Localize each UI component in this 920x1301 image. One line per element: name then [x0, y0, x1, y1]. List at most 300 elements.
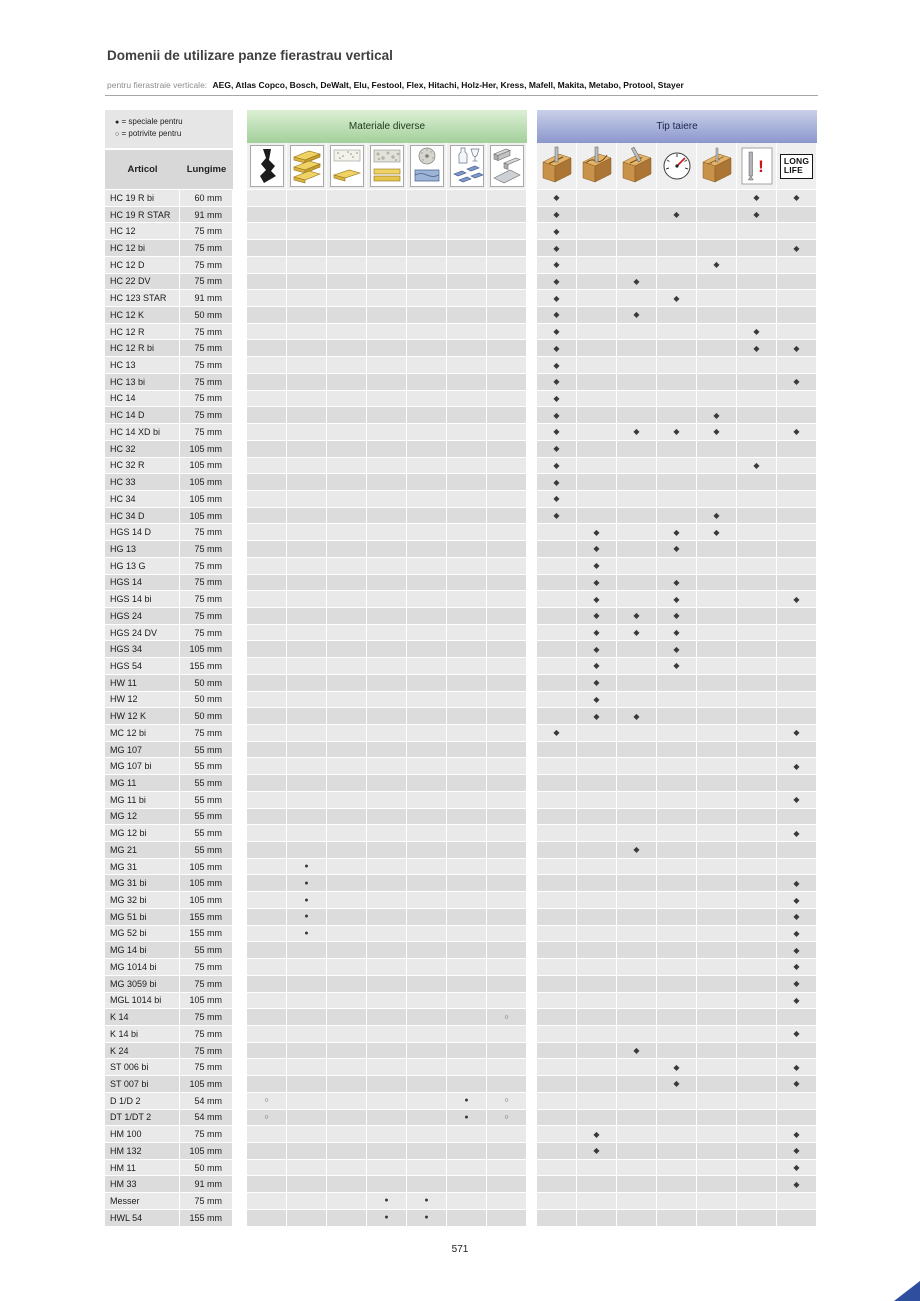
length-cell: 91 mm — [180, 1176, 233, 1193]
block-gap — [233, 942, 247, 959]
marker-cell: ● — [287, 875, 327, 892]
empty-cell — [447, 190, 487, 207]
empty-cell — [737, 608, 777, 625]
empty-cell — [287, 1093, 327, 1110]
length-cell: 75 mm — [180, 1026, 233, 1043]
block-gap — [527, 926, 537, 943]
empty-cell — [287, 809, 327, 826]
article-cell: HC 12 K — [105, 307, 180, 324]
empty-cell — [737, 775, 777, 792]
empty-cell — [537, 1043, 577, 1060]
empty-cell — [367, 1043, 407, 1060]
marker-cell: ◆ — [617, 424, 657, 441]
corner-triangle — [894, 1281, 920, 1301]
empty-cell — [287, 1009, 327, 1026]
article-cell: MG 11 — [105, 775, 180, 792]
block-gap — [527, 307, 537, 324]
empty-cell — [737, 558, 777, 575]
empty-cell — [777, 524, 817, 541]
block-gap — [233, 658, 247, 675]
empty-cell — [367, 875, 407, 892]
empty-cell — [617, 959, 657, 976]
empty-cell — [287, 257, 327, 274]
marker-cell: ● — [407, 1193, 447, 1210]
empty-cell — [367, 926, 407, 943]
marker-cell: ◆ — [697, 424, 737, 441]
empty-cell — [697, 1126, 737, 1143]
empty-cell — [577, 842, 617, 859]
article-cell: HM 100 — [105, 1126, 180, 1143]
empty-cell — [577, 307, 617, 324]
block-gap — [233, 758, 247, 775]
empty-cell — [327, 608, 367, 625]
empty-cell — [577, 1009, 617, 1026]
block-gap — [527, 692, 537, 709]
empty-cell — [247, 875, 287, 892]
empty-cell — [617, 792, 657, 809]
table-row — [105, 842, 817, 859]
table-row — [105, 424, 817, 441]
marker-cell: ◆ — [617, 842, 657, 859]
empty-cell — [657, 1026, 697, 1043]
table-row — [105, 976, 817, 993]
empty-cell — [247, 692, 287, 709]
block-gap — [527, 223, 537, 240]
article-cell: HC 12 D — [105, 257, 180, 274]
empty-cell — [657, 959, 697, 976]
length-cell: 75 mm — [180, 575, 233, 592]
empty-cell — [247, 1009, 287, 1026]
marker-cell: ◆ — [697, 257, 737, 274]
block-gap — [527, 1210, 537, 1227]
marker-cell: ◆ — [657, 575, 697, 592]
empty-cell — [487, 1059, 527, 1076]
block-gap — [233, 1093, 247, 1110]
article-cell: DT 1/DT 2 — [105, 1110, 180, 1127]
marker-cell: ◆ — [777, 959, 817, 976]
block-gap — [527, 909, 537, 926]
empty-cell — [537, 892, 577, 909]
empty-cell — [577, 508, 617, 525]
empty-cell — [447, 407, 487, 424]
article-cell: HGS 14 — [105, 575, 180, 592]
empty-cell — [577, 1059, 617, 1076]
empty-cell — [247, 641, 287, 658]
empty-cell — [327, 458, 367, 475]
empty-cell — [697, 976, 737, 993]
empty-cell — [537, 842, 577, 859]
empty-cell — [327, 240, 367, 257]
block-gap — [233, 541, 247, 558]
empty-cell — [447, 575, 487, 592]
empty-cell — [447, 458, 487, 475]
empty-cell — [537, 758, 577, 775]
empty-cell — [447, 641, 487, 658]
empty-cell — [327, 758, 367, 775]
empty-cell — [697, 1059, 737, 1076]
block-gap — [527, 1176, 537, 1193]
block-gap — [527, 1093, 537, 1110]
block-gap — [527, 357, 537, 374]
empty-cell — [537, 524, 577, 541]
empty-cell — [577, 1093, 617, 1110]
empty-cell — [287, 1126, 327, 1143]
empty-cell — [287, 458, 327, 475]
empty-cell — [537, 1110, 577, 1127]
article-cell: HC 12 R — [105, 324, 180, 341]
empty-cell — [737, 374, 777, 391]
table-row — [105, 190, 817, 207]
block-gap — [527, 675, 537, 692]
empty-cell — [407, 892, 447, 909]
empty-cell — [367, 842, 407, 859]
empty-cell — [777, 491, 817, 508]
empty-cell — [447, 541, 487, 558]
empty-cell — [447, 825, 487, 842]
empty-cell — [617, 1176, 657, 1193]
empty-cell — [577, 758, 617, 775]
empty-cell — [537, 792, 577, 809]
empty-cell — [327, 909, 367, 926]
empty-cell — [367, 591, 407, 608]
empty-cell — [327, 591, 367, 608]
empty-cell — [367, 909, 407, 926]
empty-cell — [287, 391, 327, 408]
empty-cell — [407, 658, 447, 675]
legend-suitable — [115, 129, 233, 138]
empty-cell — [407, 708, 447, 725]
length-cell: 155 mm — [180, 909, 233, 926]
empty-cell — [287, 424, 327, 441]
empty-cell — [487, 1160, 527, 1177]
empty-cell — [777, 575, 817, 592]
empty-cell — [247, 591, 287, 608]
empty-cell — [447, 207, 487, 224]
empty-cell — [577, 1160, 617, 1177]
empty-cell — [407, 875, 447, 892]
article-cell: HG 13 G — [105, 558, 180, 575]
empty-cell — [737, 1193, 777, 1210]
empty-cell — [577, 825, 617, 842]
block-gap — [233, 875, 247, 892]
length-cell: 75 mm — [180, 340, 233, 357]
glass-ceramic-icon — [447, 143, 487, 189]
table-row — [105, 257, 817, 274]
empty-cell — [367, 608, 407, 625]
article-cell: HG 13 — [105, 541, 180, 558]
length-cell: 75 mm — [180, 424, 233, 441]
empty-cell — [577, 1210, 617, 1227]
empty-cell — [777, 1009, 817, 1026]
empty-cell — [327, 993, 367, 1010]
empty-cell — [407, 223, 447, 240]
empty-cell — [327, 1210, 367, 1227]
empty-cell — [407, 1126, 447, 1143]
empty-cell — [617, 575, 657, 592]
empty-cell — [407, 591, 447, 608]
empty-cell — [657, 809, 697, 826]
empty-cell — [617, 1059, 657, 1076]
empty-cell — [487, 758, 527, 775]
block-gap — [527, 976, 537, 993]
table-row — [105, 1126, 817, 1143]
table-row — [105, 892, 817, 909]
block-gap — [527, 993, 537, 1010]
empty-cell — [247, 1143, 287, 1160]
block-gap — [527, 1076, 537, 1093]
empty-cell — [247, 274, 287, 291]
empty-cell — [367, 407, 407, 424]
empty-cell — [737, 892, 777, 909]
empty-cell — [407, 424, 447, 441]
block-gap — [233, 324, 247, 341]
table-row — [105, 524, 817, 541]
empty-cell — [617, 809, 657, 826]
empty-cell — [247, 240, 287, 257]
block-gap — [527, 608, 537, 625]
empty-cell — [287, 558, 327, 575]
marker-cell: ◆ — [537, 257, 577, 274]
empty-cell — [537, 875, 577, 892]
empty-cell — [487, 190, 527, 207]
marker-cell: ◆ — [657, 541, 697, 558]
table-row — [105, 407, 817, 424]
empty-cell — [657, 324, 697, 341]
empty-cell — [577, 274, 617, 291]
column-header-articol: Articol — [127, 164, 158, 175]
length-cell: 155 mm — [180, 1210, 233, 1227]
empty-cell — [487, 391, 527, 408]
empty-cell — [577, 1043, 617, 1060]
empty-cell — [407, 190, 447, 207]
block-gap — [527, 959, 537, 976]
block-gap — [527, 340, 537, 357]
block-gap — [233, 1176, 247, 1193]
empty-cell — [537, 859, 577, 876]
marker-cell: ◆ — [657, 625, 697, 642]
table-row — [105, 391, 817, 408]
empty-cell — [537, 692, 577, 709]
empty-cell — [247, 340, 287, 357]
empty-cell — [367, 1093, 407, 1110]
empty-cell — [487, 1193, 527, 1210]
empty-cell — [247, 909, 287, 926]
empty-cell — [697, 340, 737, 357]
empty-cell — [737, 1210, 777, 1227]
length-cell: 75 mm — [180, 274, 233, 291]
block-gap — [233, 692, 247, 709]
empty-cell — [617, 508, 657, 525]
empty-cell — [367, 257, 407, 274]
table-row — [105, 274, 817, 291]
marker-cell: ◆ — [777, 190, 817, 207]
empty-cell — [537, 1176, 577, 1193]
marker-cell: ◆ — [537, 223, 577, 240]
block-gap — [233, 1160, 247, 1177]
length-cell: 50 mm — [180, 1160, 233, 1177]
block-gap — [233, 424, 247, 441]
marker-cell: ◆ — [537, 207, 577, 224]
empty-cell — [447, 775, 487, 792]
empty-cell — [287, 993, 327, 1010]
empty-cell — [367, 675, 407, 692]
article-cell: HC 14 — [105, 391, 180, 408]
empty-cell — [577, 374, 617, 391]
marker-cell: ◆ — [737, 458, 777, 475]
empty-cell — [407, 976, 447, 993]
article-cell: HC 12 R bi — [105, 340, 180, 357]
article-cell: MG 31 bi — [105, 875, 180, 892]
empty-cell — [367, 1076, 407, 1093]
length-cell: 75 mm — [180, 1059, 233, 1076]
empty-cell — [287, 190, 327, 207]
empty-cell — [537, 1143, 577, 1160]
empty-cell — [247, 658, 287, 675]
empty-cell — [617, 993, 657, 1010]
legend-special-label: = speciale pentru — [121, 117, 183, 126]
empty-cell — [537, 658, 577, 675]
empty-cell — [777, 307, 817, 324]
empty-cell — [657, 675, 697, 692]
block-gap — [527, 474, 537, 491]
empty-cell — [657, 1126, 697, 1143]
empty-cell — [777, 541, 817, 558]
empty-cell — [287, 474, 327, 491]
table-row — [105, 692, 817, 709]
empty-cell — [577, 875, 617, 892]
empty-cell — [447, 1160, 487, 1177]
empty-cell — [697, 725, 737, 742]
empty-cell — [697, 859, 737, 876]
empty-cell — [577, 290, 617, 307]
length-cell: 155 mm — [180, 926, 233, 943]
marker-cell: ◆ — [617, 307, 657, 324]
empty-cell — [737, 223, 777, 240]
empty-cell — [617, 658, 657, 675]
marker-cell: ◆ — [777, 1126, 817, 1143]
empty-cell — [737, 508, 777, 525]
empty-cell — [367, 207, 407, 224]
empty-cell — [287, 625, 327, 642]
empty-cell — [487, 1176, 527, 1193]
empty-cell — [487, 441, 527, 458]
table-row — [105, 558, 817, 575]
empty-cell — [697, 892, 737, 909]
empty-cell — [407, 290, 447, 307]
empty-cell — [577, 926, 617, 943]
block-gap — [527, 658, 537, 675]
marker-cell: ◆ — [617, 1043, 657, 1060]
empty-cell — [247, 976, 287, 993]
empty-cell — [697, 625, 737, 642]
empty-cell — [777, 357, 817, 374]
block-gap — [233, 1059, 247, 1076]
block-gap — [527, 374, 537, 391]
marker-cell: ◆ — [777, 909, 817, 926]
empty-cell — [367, 993, 407, 1010]
article-cell: MG 11 bi — [105, 792, 180, 809]
empty-cell — [657, 1210, 697, 1227]
empty-cell — [247, 1210, 287, 1227]
empty-cell — [447, 1076, 487, 1093]
empty-cell — [447, 1193, 487, 1210]
empty-cell — [487, 340, 527, 357]
marker-cell: ◆ — [777, 993, 817, 1010]
article-cell: D 1/D 2 — [105, 1093, 180, 1110]
empty-cell — [407, 1176, 447, 1193]
empty-cell — [697, 692, 737, 709]
straight-cut-icon — [537, 143, 577, 189]
empty-cell — [327, 324, 367, 341]
marker-cell: ◆ — [777, 825, 817, 842]
article-cell: MG 32 bi — [105, 892, 180, 909]
empty-cell — [697, 658, 737, 675]
empty-cell — [287, 340, 327, 357]
empty-cell — [487, 257, 527, 274]
empty-cell — [487, 892, 527, 909]
empty-cell — [777, 775, 817, 792]
empty-cell — [407, 508, 447, 525]
empty-cell — [447, 324, 487, 341]
empty-cell — [777, 608, 817, 625]
empty-cell — [537, 675, 577, 692]
marker-cell: ◆ — [577, 658, 617, 675]
empty-cell — [577, 775, 617, 792]
block-gap — [527, 825, 537, 842]
block-gap — [527, 1160, 537, 1177]
empty-cell — [697, 541, 737, 558]
empty-cell — [327, 842, 367, 859]
empty-cell — [247, 675, 287, 692]
block-gap — [233, 976, 247, 993]
empty-cell — [657, 1093, 697, 1110]
empty-cell — [327, 892, 367, 909]
empty-cell — [537, 976, 577, 993]
marker-cell: ◆ — [737, 324, 777, 341]
marker-cell: ● — [407, 1210, 447, 1227]
block-gap — [233, 1193, 247, 1210]
empty-cell — [737, 1026, 777, 1043]
block-gap — [233, 340, 247, 357]
empty-cell — [407, 391, 447, 408]
empty-cell — [367, 474, 407, 491]
empty-cell — [447, 391, 487, 408]
empty-cell — [777, 859, 817, 876]
block-gap — [233, 458, 247, 475]
empty-cell — [657, 558, 697, 575]
empty-cell — [777, 407, 817, 424]
empty-cell — [617, 223, 657, 240]
table-row — [105, 374, 817, 391]
empty-cell — [657, 1160, 697, 1177]
empty-cell — [407, 692, 447, 709]
empty-cell — [367, 725, 407, 742]
empty-cell — [737, 1143, 777, 1160]
table-row — [105, 340, 817, 357]
empty-cell — [367, 240, 407, 257]
article-cell: HC 32 — [105, 441, 180, 458]
empty-cell — [247, 809, 287, 826]
empty-cell — [697, 374, 737, 391]
empty-cell — [577, 742, 617, 759]
empty-cell — [657, 374, 697, 391]
block-gap — [233, 508, 247, 525]
block-gap — [233, 1026, 247, 1043]
length-cell: 55 mm — [180, 809, 233, 826]
empty-cell — [537, 1193, 577, 1210]
article-cell: MG 3059 bi — [105, 976, 180, 993]
empty-cell — [737, 959, 777, 976]
